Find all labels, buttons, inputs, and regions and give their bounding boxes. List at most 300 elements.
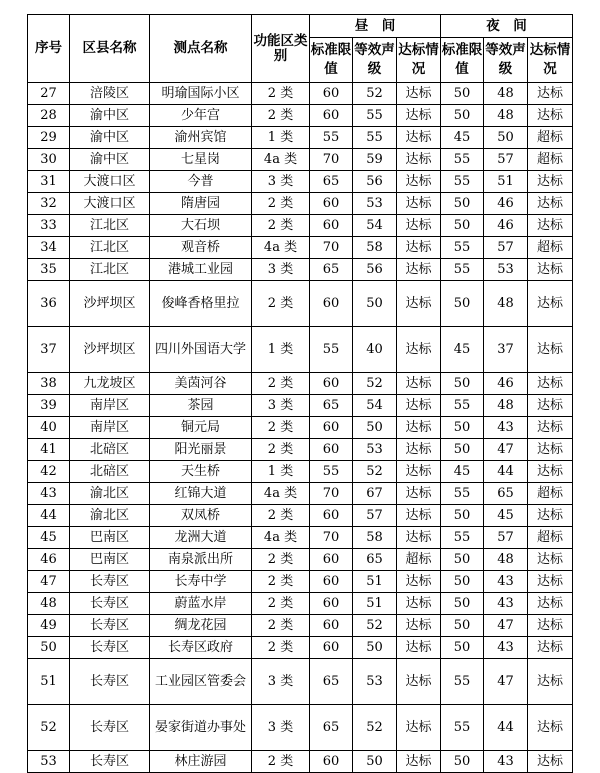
cell-day-std: 70 — [310, 527, 353, 549]
cell-day-status: 达标 — [397, 281, 441, 327]
cell-night-level: 57 — [484, 527, 528, 549]
cell-day-status: 达标 — [397, 149, 441, 171]
cell-night-level: 43 — [484, 593, 528, 615]
header-day-status: 达标情况 — [397, 38, 441, 83]
cell-site: 四川外国语大学 — [150, 327, 252, 373]
cell-no: 35 — [28, 259, 70, 281]
cell-site: 七星岗 — [150, 149, 252, 171]
cell-night-status: 达标 — [528, 505, 573, 527]
header-day-level: 等效声级 — [353, 38, 397, 83]
cell-day-level: 53 — [353, 193, 397, 215]
cell-zone: 1 类 — [252, 461, 310, 483]
cell-zone: 2 类 — [252, 637, 310, 659]
cell-zone: 4a 类 — [252, 527, 310, 549]
cell-day-std: 65 — [310, 171, 353, 193]
table-row — [28, 193, 573, 215]
cell-no: 28 — [28, 105, 70, 127]
header-night-level: 等效声级 — [484, 38, 528, 83]
cell-day-std: 70 — [310, 237, 353, 259]
cell-day-level: 50 — [353, 417, 397, 439]
cell-day-level: 52 — [353, 615, 397, 637]
table-row — [28, 505, 573, 527]
cell-day-level: 54 — [353, 395, 397, 417]
cell-no: 51 — [28, 659, 70, 705]
table-row — [28, 549, 573, 571]
cell-day-std: 60 — [310, 439, 353, 461]
table-row — [28, 417, 573, 439]
cell-day-level: 53 — [353, 659, 397, 705]
cell-day-level: 50 — [353, 751, 397, 773]
cell-day-level: 55 — [353, 127, 397, 149]
cell-day-std: 55 — [310, 461, 353, 483]
cell-night-std: 50 — [441, 615, 484, 637]
cell-day-level: 52 — [353, 705, 397, 751]
cell-district: 长寿区 — [70, 615, 150, 637]
cell-night-status: 达标 — [528, 395, 573, 417]
cell-night-std: 50 — [441, 751, 484, 773]
cell-day-status: 达标 — [397, 259, 441, 281]
cell-day-level: 50 — [353, 637, 397, 659]
cell-night-std: 45 — [441, 127, 484, 149]
table-row — [28, 571, 573, 593]
table-row — [28, 461, 573, 483]
cell-night-level: 46 — [484, 215, 528, 237]
cell-zone: 2 类 — [252, 417, 310, 439]
cell-night-std: 50 — [441, 439, 484, 461]
cell-no: 46 — [28, 549, 70, 571]
cell-day-level: 58 — [353, 527, 397, 549]
cell-day-status: 达标 — [397, 193, 441, 215]
cell-night-status: 达标 — [528, 751, 573, 773]
cell-night-level: 46 — [484, 193, 528, 215]
cell-night-status: 达标 — [528, 439, 573, 461]
cell-night-std: 50 — [441, 637, 484, 659]
table-row — [28, 659, 573, 705]
cell-day-std: 60 — [310, 637, 353, 659]
cell-night-status: 超标 — [528, 127, 573, 149]
cell-district: 大渡口区 — [70, 171, 150, 193]
cell-site: 美茵河谷 — [150, 373, 252, 395]
cell-night-std: 50 — [441, 215, 484, 237]
cell-no: 45 — [28, 527, 70, 549]
cell-day-status: 达标 — [397, 395, 441, 417]
cell-day-std: 65 — [310, 705, 353, 751]
cell-district: 渝中区 — [70, 149, 150, 171]
cell-night-level: 46 — [484, 373, 528, 395]
cell-night-level: 48 — [484, 105, 528, 127]
cell-day-status: 达标 — [397, 593, 441, 615]
cell-zone: 4a 类 — [252, 483, 310, 505]
cell-day-level: 56 — [353, 171, 397, 193]
table-row — [28, 395, 573, 417]
cell-night-level: 44 — [484, 461, 528, 483]
cell-night-status: 达标 — [528, 615, 573, 637]
table-row — [28, 439, 573, 461]
cell-district: 渝北区 — [70, 505, 150, 527]
cell-zone: 1 类 — [252, 327, 310, 373]
cell-site: 长寿中学 — [150, 571, 252, 593]
cell-no: 27 — [28, 83, 70, 105]
cell-day-status: 达标 — [397, 751, 441, 773]
cell-night-std: 55 — [441, 483, 484, 505]
cell-day-std: 60 — [310, 83, 353, 105]
cell-night-level: 65 — [484, 483, 528, 505]
noise-table-container — [27, 14, 573, 773]
cell-district: 北碚区 — [70, 461, 150, 483]
table-row — [28, 373, 573, 395]
cell-district: 南岸区 — [70, 417, 150, 439]
table-row — [28, 215, 573, 237]
cell-day-level: 51 — [353, 593, 397, 615]
cell-zone: 2 类 — [252, 439, 310, 461]
cell-zone: 2 类 — [252, 193, 310, 215]
cell-day-status: 达标 — [397, 705, 441, 751]
cell-day-level: 58 — [353, 237, 397, 259]
noise-monitoring-table — [27, 14, 573, 773]
cell-day-level: 57 — [353, 505, 397, 527]
cell-site: 林庄游园 — [150, 751, 252, 773]
table-body — [28, 83, 573, 773]
cell-zone: 2 类 — [252, 549, 310, 571]
cell-district: 沙坪坝区 — [70, 327, 150, 373]
cell-night-level: 43 — [484, 571, 528, 593]
cell-site: 长寿区政府 — [150, 637, 252, 659]
cell-night-status: 达标 — [528, 281, 573, 327]
table-row — [28, 105, 573, 127]
cell-site: 俊峰香格里拉 — [150, 281, 252, 327]
cell-no: 42 — [28, 461, 70, 483]
table-row — [28, 259, 573, 281]
cell-site: 港城工业园 — [150, 259, 252, 281]
cell-night-level: 48 — [484, 83, 528, 105]
table-row — [28, 751, 573, 773]
cell-day-std: 60 — [310, 549, 353, 571]
cell-zone: 1 类 — [252, 127, 310, 149]
cell-night-level: 43 — [484, 417, 528, 439]
cell-day-std: 70 — [310, 149, 353, 171]
cell-day-level: 65 — [353, 549, 397, 571]
header-day-std: 标准限值 — [310, 38, 353, 83]
cell-zone: 2 类 — [252, 281, 310, 327]
cell-night-status: 超标 — [528, 149, 573, 171]
table-row — [28, 83, 573, 105]
table-row — [28, 237, 573, 259]
cell-night-level: 48 — [484, 281, 528, 327]
table-row — [28, 527, 573, 549]
cell-night-level: 51 — [484, 171, 528, 193]
cell-no: 30 — [28, 149, 70, 171]
cell-day-level: 59 — [353, 149, 397, 171]
cell-day-level: 52 — [353, 83, 397, 105]
cell-day-status: 达标 — [397, 461, 441, 483]
cell-no: 47 — [28, 571, 70, 593]
cell-night-level: 47 — [484, 439, 528, 461]
cell-day-std: 60 — [310, 105, 353, 127]
cell-day-std: 65 — [310, 659, 353, 705]
cell-no: 40 — [28, 417, 70, 439]
cell-night-status: 达标 — [528, 83, 573, 105]
cell-day-status: 达标 — [397, 373, 441, 395]
header-no: 序号 — [28, 15, 70, 83]
cell-day-status: 达标 — [397, 105, 441, 127]
cell-site: 明瑜国际小区 — [150, 83, 252, 105]
cell-night-std: 50 — [441, 373, 484, 395]
cell-site: 少年宫 — [150, 105, 252, 127]
cell-day-status: 达标 — [397, 127, 441, 149]
cell-day-std: 60 — [310, 571, 353, 593]
cell-day-std: 55 — [310, 327, 353, 373]
cell-zone: 2 类 — [252, 615, 310, 637]
cell-district: 九龙坡区 — [70, 373, 150, 395]
cell-district: 长寿区 — [70, 659, 150, 705]
cell-night-std: 55 — [441, 259, 484, 281]
cell-site: 晏家街道办事处 — [150, 705, 252, 751]
cell-day-status: 达标 — [397, 483, 441, 505]
cell-day-status: 达标 — [397, 417, 441, 439]
cell-night-level: 47 — [484, 659, 528, 705]
cell-district: 渝中区 — [70, 105, 150, 127]
cell-day-status: 达标 — [397, 659, 441, 705]
cell-district: 渝北区 — [70, 483, 150, 505]
table-row — [28, 171, 573, 193]
cell-night-std: 45 — [441, 461, 484, 483]
table-row — [28, 149, 573, 171]
cell-zone: 3 类 — [252, 659, 310, 705]
cell-district: 巴南区 — [70, 549, 150, 571]
cell-district: 沙坪坝区 — [70, 281, 150, 327]
cell-day-std: 60 — [310, 505, 353, 527]
cell-day-level: 54 — [353, 215, 397, 237]
cell-zone: 3 类 — [252, 395, 310, 417]
cell-site: 隋唐园 — [150, 193, 252, 215]
cell-day-status: 达标 — [397, 505, 441, 527]
cell-night-std: 50 — [441, 193, 484, 215]
cell-night-std: 50 — [441, 417, 484, 439]
cell-no: 53 — [28, 751, 70, 773]
cell-site: 阳光丽景 — [150, 439, 252, 461]
cell-night-level: 44 — [484, 705, 528, 751]
cell-no: 39 — [28, 395, 70, 417]
cell-district: 长寿区 — [70, 637, 150, 659]
cell-zone: 2 类 — [252, 373, 310, 395]
cell-night-std: 55 — [441, 171, 484, 193]
cell-night-status: 达标 — [528, 417, 573, 439]
cell-day-std: 60 — [310, 615, 353, 637]
cell-no: 32 — [28, 193, 70, 215]
cell-district: 涪陵区 — [70, 83, 150, 105]
cell-district: 江北区 — [70, 215, 150, 237]
cell-night-status: 达标 — [528, 193, 573, 215]
cell-night-status: 达标 — [528, 327, 573, 373]
cell-site: 茶园 — [150, 395, 252, 417]
cell-zone: 3 类 — [252, 259, 310, 281]
cell-day-level: 51 — [353, 571, 397, 593]
cell-night-std: 55 — [441, 237, 484, 259]
cell-night-status: 超标 — [528, 237, 573, 259]
cell-night-std: 55 — [441, 659, 484, 705]
cell-night-std: 50 — [441, 105, 484, 127]
table-row — [28, 637, 573, 659]
cell-zone: 2 类 — [252, 215, 310, 237]
cell-no: 29 — [28, 127, 70, 149]
cell-zone: 2 类 — [252, 751, 310, 773]
table-row — [28, 705, 573, 751]
cell-night-status: 达标 — [528, 549, 573, 571]
cell-site: 渝州宾馆 — [150, 127, 252, 149]
cell-night-std: 55 — [441, 705, 484, 751]
cell-night-status: 达标 — [528, 593, 573, 615]
cell-district: 江北区 — [70, 237, 150, 259]
cell-no: 48 — [28, 593, 70, 615]
cell-no: 31 — [28, 171, 70, 193]
cell-night-status: 达标 — [528, 571, 573, 593]
cell-zone: 3 类 — [252, 705, 310, 751]
cell-night-level: 43 — [484, 637, 528, 659]
cell-night-level: 45 — [484, 505, 528, 527]
table-row — [28, 127, 573, 149]
cell-site: 铜元局 — [150, 417, 252, 439]
cell-day-std: 70 — [310, 483, 353, 505]
header-night-status: 达标情况 — [528, 38, 573, 83]
cell-day-std: 60 — [310, 281, 353, 327]
cell-night-level: 53 — [484, 259, 528, 281]
cell-day-level: 56 — [353, 259, 397, 281]
cell-night-status: 达标 — [528, 215, 573, 237]
cell-day-status: 达标 — [397, 215, 441, 237]
cell-day-status: 达标 — [397, 571, 441, 593]
cell-day-status: 超标 — [397, 549, 441, 571]
cell-day-level: 40 — [353, 327, 397, 373]
cell-night-std: 50 — [441, 83, 484, 105]
cell-night-std: 55 — [441, 395, 484, 417]
cell-day-status: 达标 — [397, 439, 441, 461]
cell-site: 大石坝 — [150, 215, 252, 237]
cell-zone: 2 类 — [252, 593, 310, 615]
cell-day-std: 60 — [310, 751, 353, 773]
header-district: 区县名称 — [70, 15, 150, 83]
cell-district: 南岸区 — [70, 395, 150, 417]
cell-night-level: 48 — [484, 549, 528, 571]
cell-night-level: 48 — [484, 395, 528, 417]
cell-night-status: 达标 — [528, 105, 573, 127]
cell-zone: 2 类 — [252, 505, 310, 527]
cell-day-level: 55 — [353, 105, 397, 127]
cell-day-std: 60 — [310, 417, 353, 439]
cell-site: 今普 — [150, 171, 252, 193]
cell-district: 长寿区 — [70, 705, 150, 751]
cell-day-status: 达标 — [397, 171, 441, 193]
table-row — [28, 593, 573, 615]
cell-day-std: 60 — [310, 373, 353, 395]
cell-no: 33 — [28, 215, 70, 237]
cell-day-std: 60 — [310, 593, 353, 615]
cell-no: 37 — [28, 327, 70, 373]
cell-night-std: 50 — [441, 593, 484, 615]
cell-no: 52 — [28, 705, 70, 751]
cell-night-status: 达标 — [528, 461, 573, 483]
cell-night-level: 50 — [484, 127, 528, 149]
cell-day-status: 达标 — [397, 615, 441, 637]
cell-no: 44 — [28, 505, 70, 527]
cell-day-level: 52 — [353, 373, 397, 395]
cell-night-std: 50 — [441, 571, 484, 593]
cell-zone: 2 类 — [252, 571, 310, 593]
cell-no: 41 — [28, 439, 70, 461]
cell-day-status: 达标 — [397, 327, 441, 373]
cell-district: 渝中区 — [70, 127, 150, 149]
cell-night-level: 47 — [484, 615, 528, 637]
cell-night-level: 43 — [484, 751, 528, 773]
cell-night-std: 55 — [441, 149, 484, 171]
cell-day-std: 65 — [310, 395, 353, 417]
cell-no: 43 — [28, 483, 70, 505]
cell-site: 红锦大道 — [150, 483, 252, 505]
cell-district: 长寿区 — [70, 751, 150, 773]
cell-district: 北碚区 — [70, 439, 150, 461]
cell-site: 观音桥 — [150, 237, 252, 259]
cell-zone: 3 类 — [252, 171, 310, 193]
cell-district: 长寿区 — [70, 593, 150, 615]
cell-no: 50 — [28, 637, 70, 659]
cell-day-std: 65 — [310, 259, 353, 281]
header-site: 测点名称 — [150, 15, 252, 83]
cell-day-status: 达标 — [397, 83, 441, 105]
cell-no: 36 — [28, 281, 70, 327]
cell-day-level: 67 — [353, 483, 397, 505]
cell-site: 蔚蓝水岸 — [150, 593, 252, 615]
cell-night-std: 50 — [441, 505, 484, 527]
cell-night-std: 45 — [441, 327, 484, 373]
header-night: 夜 间 — [441, 15, 573, 38]
cell-night-level: 57 — [484, 237, 528, 259]
cell-site: 南泉派出所 — [150, 549, 252, 571]
cell-site: 天生桥 — [150, 461, 252, 483]
cell-day-status: 达标 — [397, 527, 441, 549]
cell-night-std: 50 — [441, 281, 484, 327]
cell-site: 龙洲大道 — [150, 527, 252, 549]
cell-zone: 2 类 — [252, 105, 310, 127]
cell-site: 绸龙花园 — [150, 615, 252, 637]
cell-night-status: 超标 — [528, 527, 573, 549]
cell-night-status: 达标 — [528, 373, 573, 395]
cell-no: 34 — [28, 237, 70, 259]
cell-no: 38 — [28, 373, 70, 395]
cell-night-std: 50 — [441, 549, 484, 571]
cell-district: 巴南区 — [70, 527, 150, 549]
cell-site: 双凤桥 — [150, 505, 252, 527]
cell-night-status: 超标 — [528, 483, 573, 505]
cell-night-std: 55 — [441, 527, 484, 549]
cell-night-status: 达标 — [528, 259, 573, 281]
cell-district: 大渡口区 — [70, 193, 150, 215]
table-row — [28, 281, 573, 327]
cell-night-level: 37 — [484, 327, 528, 373]
cell-day-level: 50 — [353, 281, 397, 327]
cell-no: 49 — [28, 615, 70, 637]
cell-night-status: 达标 — [528, 705, 573, 751]
cell-day-level: 53 — [353, 439, 397, 461]
cell-night-level: 57 — [484, 149, 528, 171]
cell-day-std: 60 — [310, 215, 353, 237]
cell-zone: 4a 类 — [252, 237, 310, 259]
cell-zone: 2 类 — [252, 83, 310, 105]
header-zone: 功能区类别 — [252, 15, 310, 83]
cell-day-status: 达标 — [397, 237, 441, 259]
cell-day-std: 55 — [310, 127, 353, 149]
table-row — [28, 483, 573, 505]
cell-day-level: 52 — [353, 461, 397, 483]
table-row — [28, 615, 573, 637]
